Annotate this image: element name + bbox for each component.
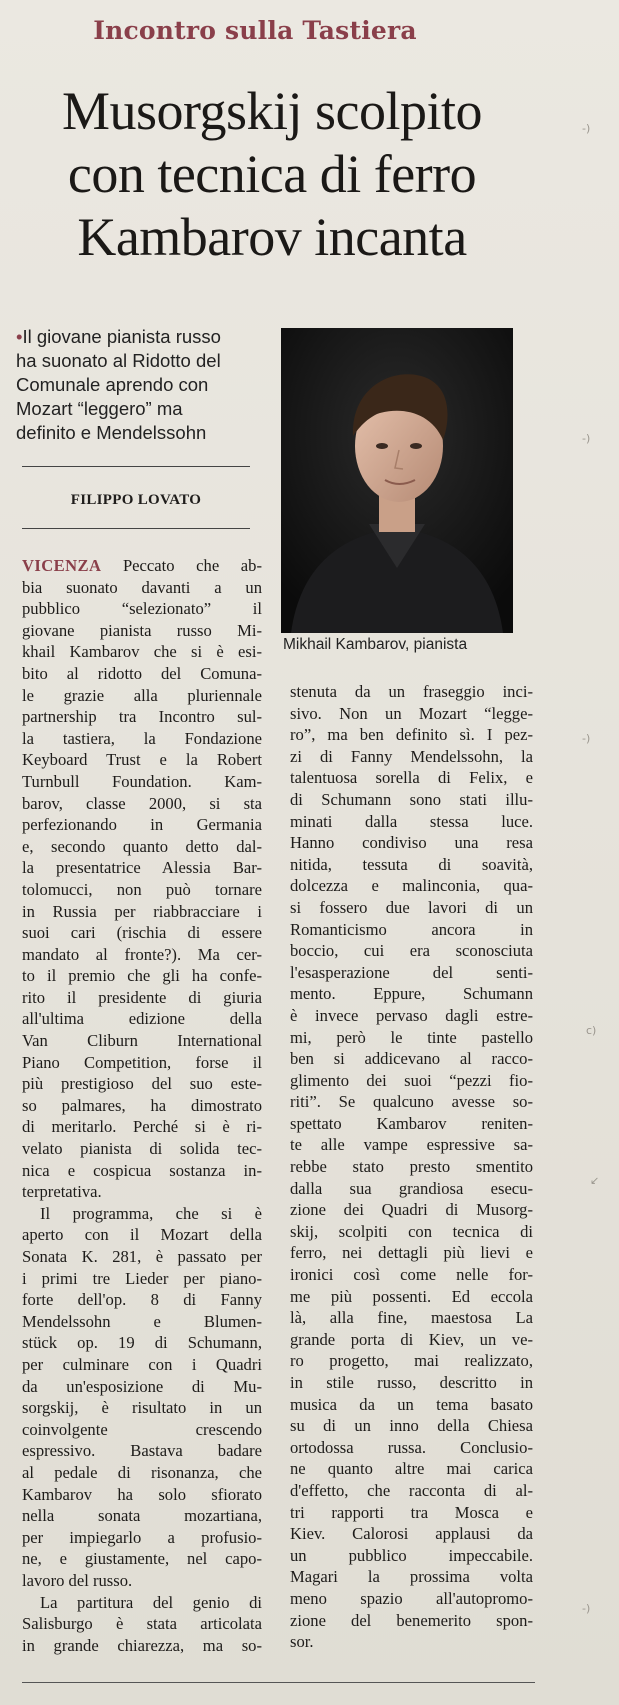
article-line: khail Kambarov che si è esi- xyxy=(22,642,262,662)
article-line: la presentatrice Alessia Bar- xyxy=(22,858,262,878)
article-line: e, secondo quanto detto dal- xyxy=(22,836,262,856)
subhead-bullet: • xyxy=(16,326,23,347)
headline xyxy=(22,80,522,269)
article-line: dolcezza e malinconia, qua- xyxy=(290,876,533,896)
article-line: skij, scolpiti con tecnica di xyxy=(290,1221,533,1241)
headline-line: con tecnica di ferro xyxy=(67,144,477,204)
article-line: al pedale di risonanza, che xyxy=(22,1462,262,1482)
margin-mark-icon: -) xyxy=(582,732,591,745)
article-line: in grande chiarezza, ma so- xyxy=(22,1635,262,1655)
margin-mark-icon: -) xyxy=(582,1602,591,1615)
article-line: mi, però le tinte pastello xyxy=(290,1027,533,1047)
article-line: ro”, ma ben definito sì. I pez- xyxy=(290,725,533,745)
article-line: sor. xyxy=(290,1632,314,1652)
article-line: più prestigioso del suo este- xyxy=(22,1074,262,1094)
article-line: Salisburgo è stata articolata xyxy=(22,1614,262,1634)
byline-rule-top xyxy=(22,466,250,467)
byline-rule-bottom xyxy=(22,528,250,529)
article-line: partnership tra Incontro sul- xyxy=(22,707,262,727)
bottom-rule xyxy=(22,1682,535,1683)
article-line: stenuta da un fraseggio inci- xyxy=(290,682,533,701)
section-kicker: Incontro sulla Tastiera xyxy=(93,16,417,45)
article-line: d'effetto, che racconta di al- xyxy=(290,1480,533,1500)
article-line: per impiegarlo a profusio- xyxy=(22,1527,262,1547)
article-line: all'ultima edizione della xyxy=(22,1009,262,1029)
article-line: velato pianista di solida tec- xyxy=(22,1139,262,1159)
article-line: nitida, tessuta di soavità, xyxy=(290,854,533,874)
article-line: boccio, cui era sconosciuta xyxy=(290,941,533,961)
article-line: la tastiera, la Fondazione xyxy=(22,728,262,748)
subhead-line: Il giovane pianista russo xyxy=(22,326,221,347)
margin-mark-icon: -) xyxy=(582,432,591,445)
article-line: in Russia per riabbracciare i xyxy=(22,901,262,921)
article-line: sorgskij, è risultato in un xyxy=(22,1398,262,1418)
article-line: lavoro del russo. xyxy=(22,1570,133,1590)
article-line: nella sonata mozartiana, xyxy=(22,1506,262,1526)
article-line: suoi cari (rischia di essere xyxy=(22,923,262,943)
article-line: da un'esposizione di Mu- xyxy=(22,1376,262,1396)
article-line: barov, classe 2000, si sta xyxy=(22,793,262,813)
article-line: Turnbull Foundation. Kam- xyxy=(22,771,262,791)
article-line: si fossero due lavori di un xyxy=(290,897,533,917)
article-line: di meritarlo. Perché si è ri- xyxy=(22,1117,262,1137)
subhead-line: ha suonato al Ridotto del xyxy=(16,350,221,371)
article-line: zione dei Quadri di Musorg- xyxy=(290,1200,533,1220)
article-line: Sonata K. 281, è passato per xyxy=(22,1247,262,1266)
article-line: Van Cliburn International xyxy=(22,1031,262,1051)
article-line: terpretativa. xyxy=(22,1182,102,1202)
subhead-line: Mozart “leggero” ma xyxy=(16,398,183,419)
article-line: Magari la prossima volta xyxy=(290,1567,533,1587)
margin-mark-icon: ↙ xyxy=(590,1174,600,1187)
article-line: so palmares, ha dimostrato xyxy=(22,1095,262,1115)
byline: FILIPPO LOVATO xyxy=(70,492,202,508)
article-line: rito il presidente di giuria xyxy=(22,987,262,1007)
pianist-photo xyxy=(281,328,513,633)
article-line: Keyboard Trust e la Robert xyxy=(22,750,262,770)
article-line: Piano Competition, forse il xyxy=(22,1052,262,1072)
article-line: grande porta di Kiev, un ve- xyxy=(290,1329,533,1349)
photo-caption: Mikhail Kambarov, pianista xyxy=(283,636,468,653)
article-line: minati dalla stessa luce. xyxy=(290,811,533,831)
article-line: ne quanto altre mai carica xyxy=(290,1459,533,1479)
article-line: Peccato che ab- xyxy=(122,556,262,575)
article-column-2 xyxy=(290,681,533,1653)
article-line: bito al ridotto del Comuna- xyxy=(22,663,262,683)
article-line: musica da un tema basato xyxy=(290,1394,533,1414)
article-line: pubblico “selezionato” il xyxy=(22,599,262,619)
article-line: perfezionando in Germania xyxy=(22,815,262,835)
article-line: là, alla fine, maestosa La xyxy=(290,1308,533,1328)
article-line: tri rapporti tra Mosca e xyxy=(290,1502,533,1522)
article-line: sivo. Non un Mozart “legge- xyxy=(290,703,533,723)
article-line: Kiev. Calorosi applausi da xyxy=(290,1524,533,1544)
article-line: i primi tre Lieder per piano- xyxy=(22,1268,262,1288)
subheading xyxy=(16,325,251,445)
article-line: su di un inno della Chiesa xyxy=(290,1416,533,1436)
article-line: ferro, nei dettagli più lievi e xyxy=(290,1243,533,1263)
article-line: l'esasperazione del senti- xyxy=(290,962,533,982)
article-line: le grazie alla pluriennale xyxy=(22,685,262,705)
dateline-city: VICENZA xyxy=(22,556,102,575)
article-line: La partitura del genio di xyxy=(40,1592,262,1612)
article-line: mento. Eppure, Schumann xyxy=(290,984,533,1004)
article-line: Il programma, che si è xyxy=(40,1203,262,1223)
article-line: bia suonato davanti a un xyxy=(22,577,262,597)
article-line: aperto con il Mozart della xyxy=(22,1225,262,1245)
article-line: dalla sua grandiosa esecu- xyxy=(290,1178,533,1198)
article-line: ortodossa russa. Conclusio- xyxy=(290,1437,533,1457)
subhead-line: Comunale aprendo con xyxy=(16,374,209,395)
headline-line: Musorgskij scolpito xyxy=(61,81,483,141)
article-line: me più possenti. Ed eccola xyxy=(290,1286,533,1306)
subhead-line: definito e Mendelssohn xyxy=(16,422,207,443)
article-line: zi di Fanny Mendelssohn, la xyxy=(290,746,533,766)
article-line: to il premio che gli ha confe- xyxy=(22,966,262,986)
article-line: ro progetto, mai realizzato, xyxy=(290,1351,533,1371)
article-line: ironici così come nelle for- xyxy=(290,1265,533,1285)
article-line: Hanno condiviso una resa xyxy=(290,833,533,853)
article-line: di Schumann sono stati illu- xyxy=(290,789,533,809)
article-line: riti”. Se qualcuno avesse so- xyxy=(290,1092,533,1112)
margin-mark-icon: c) xyxy=(586,1024,597,1037)
article-line: coinvolgente crescendo xyxy=(22,1419,262,1439)
margin-mark-icon: -) xyxy=(582,122,591,135)
article-line: forte dell'op. 8 di Fanny xyxy=(22,1290,262,1310)
article-line: per culminare con i Quadri xyxy=(22,1354,262,1374)
headline-line: Kambarov incanta xyxy=(77,207,467,267)
article-line: tolomucci, non può tornare xyxy=(22,879,262,899)
article-line: espressivo. Bastava badare xyxy=(22,1441,262,1461)
article-line: un pubblico impeccabile. xyxy=(290,1545,533,1565)
article-line: è invece pervaso dagli estre- xyxy=(290,1005,533,1025)
article-line: Kambarov ha solo sfiorato xyxy=(22,1484,262,1504)
article-line: nica e cospicua sostanza in- xyxy=(22,1160,262,1180)
article-line: meno spazio all'autopromo- xyxy=(290,1588,533,1608)
article-line: in stile russo, descritto in xyxy=(290,1373,533,1392)
article-line: ben si addicevano al racco- xyxy=(290,1049,533,1069)
article-line: giovane pianista russo Mi- xyxy=(22,620,262,640)
portrait-illustration xyxy=(281,328,513,633)
article-line: ne, e giustamente, nel capo- xyxy=(22,1549,262,1569)
article-line: te alle vampe espressive sa- xyxy=(290,1135,533,1155)
article-line: rebbe stato presto smentito xyxy=(290,1157,533,1177)
article-line: mandato al fronte?). Ma cer- xyxy=(22,944,262,964)
article-line: glimento dei suoi “pezzi fio- xyxy=(290,1070,533,1090)
article-line: Romanticismo ancora in xyxy=(290,919,533,939)
article-line: spettato Kambarov reniten- xyxy=(290,1113,533,1133)
article-line: stück op. 19 di Schumann, xyxy=(22,1333,262,1353)
article-line: talentuosa sorella di Felix, e xyxy=(290,768,533,788)
article-line: zione del benemerito spon- xyxy=(290,1610,533,1630)
article-line: Mendelssohn e Blumen- xyxy=(22,1311,262,1331)
article-column-1 xyxy=(22,555,262,1656)
